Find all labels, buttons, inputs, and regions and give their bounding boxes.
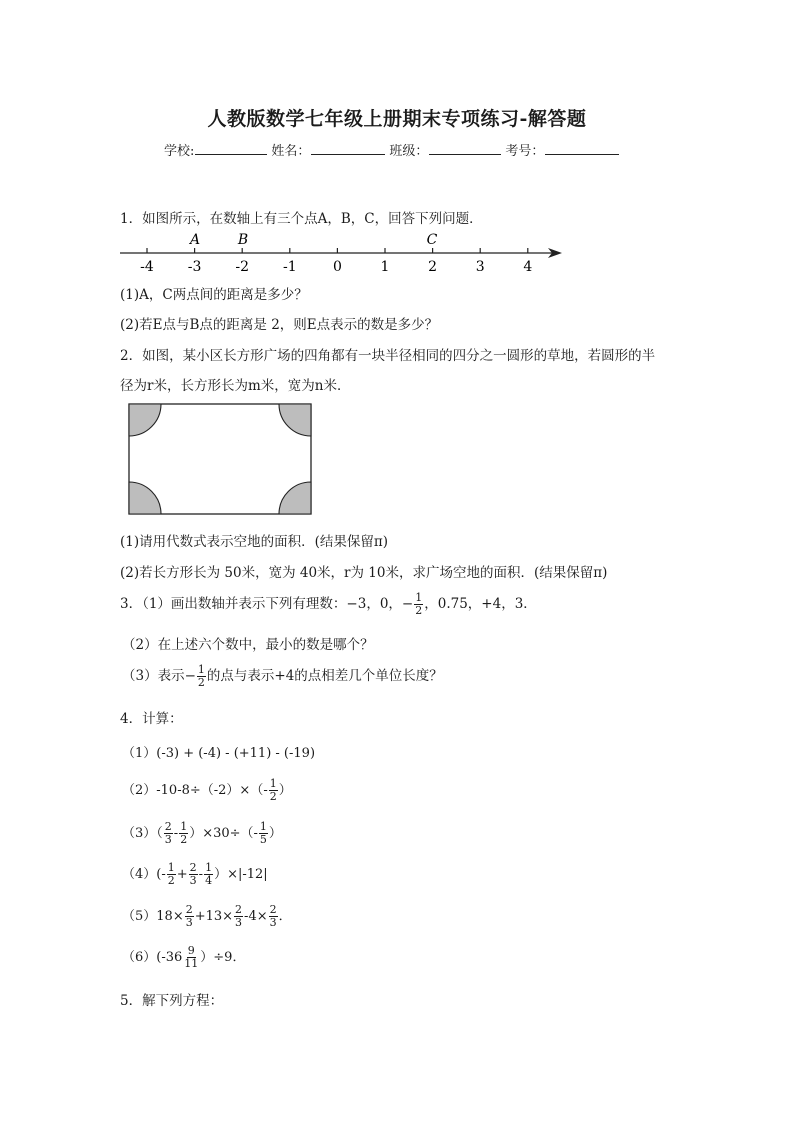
fraction-denominator: 2 xyxy=(415,604,423,617)
name-blank[interactable] xyxy=(311,140,385,155)
fraction-numerator: 1 xyxy=(259,820,267,833)
fraction-numerator: 9 xyxy=(187,944,195,957)
fraction xyxy=(204,862,213,887)
fraction xyxy=(189,862,198,887)
fraction xyxy=(269,904,278,929)
number-label: 考号： xyxy=(505,144,545,159)
fraction-numerator: 2 xyxy=(164,820,172,833)
axis-ticks xyxy=(140,248,532,274)
expr-text: ） xyxy=(278,783,292,798)
expr-text: ）×|-12| xyxy=(214,867,268,882)
point-label-a: A xyxy=(189,232,201,248)
q2-stem-line1: 2．如图，某小区长方形广场的四角都有一块半径相同的四分之一圆形的草地，若圆形的半 xyxy=(120,348,656,364)
fraction xyxy=(183,945,199,970)
school-label: 学校: xyxy=(164,144,195,159)
name-label: 姓名： xyxy=(271,144,311,159)
expr-text: （6）(-36 xyxy=(122,950,183,965)
q4-expr-5 xyxy=(122,904,292,929)
fraction-numerator: 1 xyxy=(167,861,175,874)
q1-part1: (1)A，C两点间的距离是多少？ xyxy=(120,287,308,303)
expr-text: （2）-10-8÷（-2）×（- xyxy=(122,783,268,798)
fraction xyxy=(269,778,278,803)
fraction-numerator: 2 xyxy=(189,861,197,874)
fraction-numerator: 2 xyxy=(185,903,193,916)
q5-stem: 5．解下列方程： xyxy=(120,993,224,1009)
expr-text: +13× xyxy=(194,909,234,924)
expr-text: - xyxy=(173,826,179,841)
fraction xyxy=(179,821,188,846)
q4-expr-2 xyxy=(122,778,292,803)
fraction-numerator: 1 xyxy=(415,591,423,604)
fraction-denominator: 2 xyxy=(180,833,188,846)
expr-text: + xyxy=(176,867,188,882)
fraction xyxy=(197,664,206,689)
expr-text: -4× xyxy=(244,909,268,924)
expr-text: （3）（ xyxy=(122,826,163,841)
expr-text: ）×30÷（- xyxy=(189,826,258,841)
q1-part2: (2)若E点与B点的距离是 2，则E点表示的数是多少？ xyxy=(120,317,439,333)
fraction-numerator: 1 xyxy=(205,861,213,874)
fraction-numerator: 1 xyxy=(269,777,277,790)
point-label-b: B xyxy=(237,232,249,248)
fraction xyxy=(185,904,194,929)
number-line-figure xyxy=(112,228,572,274)
fraction-numerator: 2 xyxy=(235,903,243,916)
fraction-denominator: 2 xyxy=(167,874,175,887)
fraction-denominator: 3 xyxy=(269,916,277,929)
axis-tick-label: -2 xyxy=(235,259,250,274)
axis-tick-label: -4 xyxy=(140,259,154,274)
school-blank[interactable] xyxy=(195,140,267,155)
expr-text: - xyxy=(198,867,204,882)
q3-part3 xyxy=(122,664,443,689)
q2-part2: (2)若长方形长为 50米，宽为 40米，r为 10米，求广场空地的面积．(结果保留π) xyxy=(120,565,608,581)
q4-expr-6 xyxy=(122,945,245,970)
expr-text: （4）(- xyxy=(122,867,166,882)
expr-text: ）÷9． xyxy=(200,950,246,965)
q3-part2: （2）在上述六个数中，最小的数是哪个？ xyxy=(122,637,374,653)
fraction-denominator: 11 xyxy=(184,957,199,970)
fraction-denominator: 4 xyxy=(205,874,213,887)
q1-stem: 1．如图所示，在数轴上有三个点A，B，C，回答下列问题． xyxy=(120,211,483,227)
q3-part1-text-end: ，0.75，+4，3． xyxy=(424,596,537,612)
fraction xyxy=(259,821,268,846)
fraction-numerator: 1 xyxy=(197,663,205,676)
expr-text: ） xyxy=(268,826,282,841)
q2-stem-line2: 径为r米，长方形长为m米，宽为n米． xyxy=(120,378,351,394)
q4-expr-1: （1）(-3) + (-4) - (+11) - (-19) xyxy=(122,746,316,761)
number-blank[interactable] xyxy=(545,140,619,155)
q4-expr-3 xyxy=(122,821,282,846)
axis-tick-label: 1 xyxy=(380,259,390,274)
class-blank[interactable] xyxy=(429,140,501,155)
fraction xyxy=(164,821,173,846)
fraction-numerator: 1 xyxy=(180,820,188,833)
fraction xyxy=(167,862,176,887)
q4-stem: 4．计算： xyxy=(120,711,183,727)
fraction-denominator: 2 xyxy=(197,676,205,689)
axis-tick-label: -3 xyxy=(187,259,202,274)
student-info-row xyxy=(164,140,623,159)
fraction-denominator: 3 xyxy=(185,916,193,929)
page-title: 人教版数学七年级上册期末专项练习-解答题 xyxy=(207,108,587,130)
q2-part1: (1)请用代数式表示空地的面积．(结果保留π) xyxy=(120,534,389,550)
rectangle-plaza-figure xyxy=(128,403,314,516)
point-label-c: C xyxy=(426,232,438,248)
q3-part3-text-end: 的点与表示+4的点相差几个单位长度？ xyxy=(206,668,443,684)
axis-tick-label: 0 xyxy=(332,259,342,274)
axis-tick-label: 2 xyxy=(428,259,438,274)
fraction-denominator: 3 xyxy=(189,874,197,887)
fraction-denominator: 2 xyxy=(269,790,277,803)
fraction-numerator: 2 xyxy=(269,903,277,916)
q3-part1-text: 3．（1）画出数轴并表示下列有理数：−3，0，− xyxy=(120,596,414,612)
axis-tick-label: 4 xyxy=(523,259,533,274)
fraction xyxy=(234,904,243,929)
class-label: 班级： xyxy=(389,144,429,159)
q3-part3-text: （3）表示− xyxy=(122,668,196,684)
expr-text: ． xyxy=(278,909,292,924)
q4-expr-4 xyxy=(122,862,268,887)
q3-part1 xyxy=(120,592,537,617)
fraction-denominator: 3 xyxy=(235,916,243,929)
axis-tick-label: -1 xyxy=(282,259,297,274)
fraction xyxy=(414,592,423,617)
axis-tick-label: 3 xyxy=(475,259,485,274)
expr-text: （5）18× xyxy=(122,909,184,924)
fraction-denominator: 5 xyxy=(259,833,267,846)
fraction-denominator: 3 xyxy=(164,833,172,846)
